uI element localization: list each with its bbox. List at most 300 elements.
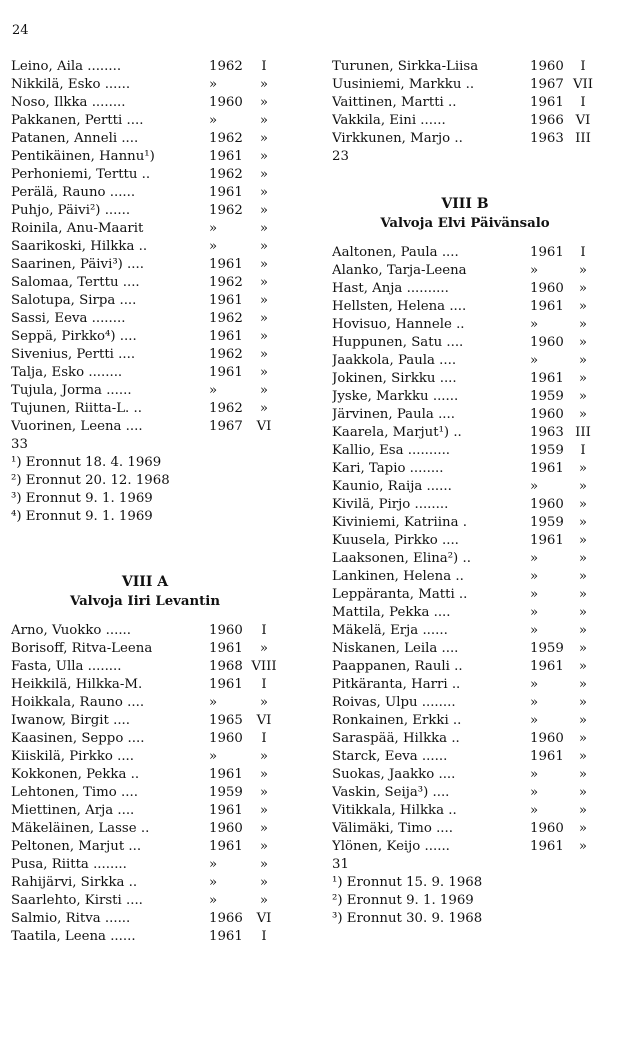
list-item: [332, 514, 598, 532]
student-name: Borisoff, Ritva-Leena: [11, 641, 153, 656]
student-grade: I: [580, 443, 586, 458]
student-grade: VI: [256, 713, 272, 728]
list-item: [332, 406, 598, 424]
list-item: [11, 784, 279, 802]
student-grade: III: [575, 131, 591, 146]
student-year: 1966: [530, 113, 564, 128]
student-grade: »: [259, 893, 269, 908]
student-year: 1962: [209, 311, 243, 326]
student-grade: »: [259, 167, 269, 182]
page-number: 24: [12, 23, 29, 38]
student-year: 1961: [209, 677, 243, 692]
student-grade: VI: [256, 419, 272, 434]
student-name: Leino, Aila ........: [11, 59, 122, 74]
student-grade: »: [259, 875, 269, 890]
student-grade: »: [578, 695, 588, 710]
student-list-section: [332, 244, 598, 856]
student-year: 1962: [209, 131, 243, 146]
student-grade: »: [259, 203, 269, 218]
student-grade: VI: [575, 113, 591, 128]
student-year: »: [530, 479, 539, 494]
list-item: [11, 712, 279, 730]
student-grade: »: [259, 839, 269, 854]
student-year: »: [530, 551, 539, 566]
list-item: [11, 184, 279, 202]
student-year: »: [530, 263, 539, 278]
student-year: 1960: [530, 59, 564, 74]
list-item: [332, 802, 598, 820]
student-grade: »: [259, 749, 269, 764]
student-name: Sassi, Eeva ........: [11, 311, 126, 326]
student-grade: »: [578, 533, 588, 548]
student-grade: »: [578, 317, 588, 332]
list-item: [11, 640, 279, 658]
student-year: 1961: [209, 929, 243, 944]
student-name: Huppunen, Satu ....: [332, 335, 464, 350]
list-item: [11, 730, 279, 748]
student-name: Ronkainen, Erkki ..: [332, 713, 462, 728]
student-year: 1962: [209, 401, 243, 416]
student-grade: »: [259, 329, 269, 344]
list-item: [11, 292, 279, 310]
student-name: Talja, Esko ........: [11, 365, 123, 380]
list-item: [332, 550, 598, 568]
student-grade: I: [261, 623, 267, 638]
student-name: Mäkelä, Erja ......: [332, 623, 448, 638]
student-year: 1961: [209, 185, 243, 200]
student-year: »: [530, 587, 539, 602]
student-name: Perälä, Rauno ......: [11, 185, 136, 200]
student-grade: »: [578, 659, 588, 674]
student-year: »: [209, 113, 218, 128]
student-name: Nikkilä, Esko ......: [11, 77, 131, 92]
student-grade: »: [578, 551, 588, 566]
student-name: Heikkilä, Hilkka-M.: [11, 677, 143, 692]
student-name: Vitikkala, Hilkka ..: [332, 803, 457, 818]
student-year: 1960: [530, 335, 564, 350]
list-item: [332, 280, 598, 298]
student-name: Kiviniemi, Katriina .: [332, 515, 467, 530]
student-name: Peltonen, Marjut ...: [11, 839, 142, 854]
list-item: [332, 676, 598, 694]
student-grade: »: [578, 803, 588, 818]
list-item: [11, 112, 279, 130]
list-item: [332, 640, 598, 658]
student-grade: »: [259, 113, 269, 128]
student-grade: »: [259, 365, 269, 380]
list-item: [11, 676, 279, 694]
student-year: 1961: [209, 293, 243, 308]
student-list-top: [11, 58, 279, 436]
student-grade: »: [578, 641, 588, 656]
student-name: Saarinen, Päivi³) ....: [11, 257, 144, 272]
student-year: 1960: [209, 821, 243, 836]
student-name: Hast, Anja ..........: [332, 281, 449, 296]
list-item: [11, 694, 279, 712]
student-year: 1961: [530, 659, 564, 674]
list-item: [11, 256, 279, 274]
list-item: [11, 148, 279, 166]
student-year: 1961: [209, 149, 243, 164]
student-grade: »: [578, 479, 588, 494]
student-year: »: [209, 239, 218, 254]
student-grade: I: [580, 59, 586, 74]
list-item: [332, 586, 598, 604]
list-item: [11, 802, 279, 820]
student-name: Vaskin, Seija³) ....: [332, 785, 450, 800]
student-name: Fasta, Ulla ........: [11, 659, 122, 674]
student-name: Roinila, Anu-Maarit: [11, 221, 144, 236]
student-year: »: [209, 893, 218, 908]
student-name: Virkkunen, Marjo ..: [332, 131, 463, 146]
student-year: 1960: [209, 95, 243, 110]
student-name: Salomaa, Terttu ....: [11, 275, 140, 290]
left-column: [11, 58, 279, 946]
student-grade: »: [259, 821, 269, 836]
student-grade: »: [578, 371, 588, 386]
class-total: 31: [332, 857, 349, 872]
list-item: [332, 460, 598, 478]
list-item: [11, 346, 279, 364]
list-item: [11, 838, 279, 856]
student-name: Ylönen, Keijo ......: [332, 839, 450, 854]
student-year: 1961: [209, 767, 243, 782]
list-item: [332, 820, 598, 838]
student-year: 1963: [530, 131, 564, 146]
list-item: [11, 130, 279, 148]
student-year: 1960: [209, 623, 243, 638]
student-name: Roivas, Ulpu ........: [332, 695, 456, 710]
list-item: [11, 622, 279, 640]
student-name: Kallio, Esa ..........: [332, 443, 451, 458]
student-year: 1962: [209, 203, 243, 218]
student-name: Niskanen, Leila ....: [332, 641, 459, 656]
list-item: [11, 820, 279, 838]
student-grade: I: [580, 95, 586, 110]
student-name: Leppäranta, Matti ..: [332, 587, 468, 602]
list-item: [11, 856, 279, 874]
student-year: 1961: [530, 839, 564, 854]
student-name: Pitkäranta, Harri ..: [332, 677, 461, 692]
student-grade: »: [259, 185, 269, 200]
student-grade: I: [261, 59, 267, 74]
student-year: 1959: [209, 785, 243, 800]
student-grade: I: [580, 245, 586, 260]
footnote: ²) Eronnut 20. 12. 1968: [11, 473, 170, 488]
student-name: Seppä, Pirkko⁴) ....: [11, 329, 137, 344]
student-name: Vaittinen, Martti ..: [332, 95, 457, 110]
student-year: 1962: [209, 347, 243, 362]
student-list-section: [11, 622, 279, 946]
student-grade: I: [261, 731, 267, 746]
list-item: [332, 604, 598, 622]
student-grade: »: [578, 353, 588, 368]
student-year: 1961: [209, 641, 243, 656]
list-item: [332, 478, 598, 496]
student-year: »: [530, 317, 539, 332]
list-item: [332, 712, 598, 730]
student-name: Sivenius, Pertti ....: [11, 347, 136, 362]
footnote: ³) Eronnut 30. 9. 1968: [332, 911, 483, 926]
student-year: 1961: [530, 461, 564, 476]
list-item: [11, 274, 279, 292]
student-grade: »: [259, 293, 269, 308]
list-item: [11, 382, 279, 400]
student-grade: »: [578, 263, 588, 278]
section-teacher: Valvoja Elvi Päivänsalo: [380, 216, 550, 231]
list-item: [332, 730, 598, 748]
footnote: ¹) Eronnut 18. 4. 1969: [11, 455, 162, 470]
list-item: [332, 334, 598, 352]
student-name: Hellsten, Helena ....: [332, 299, 467, 314]
student-name: Saarikoski, Hilkka ..: [11, 239, 148, 254]
student-grade: »: [259, 149, 269, 164]
student-name: Kivilä, Pirjo ........: [332, 497, 449, 512]
list-item: [11, 910, 279, 928]
list-item: [332, 58, 598, 76]
student-name: Saarlehto, Kirsti ....: [11, 893, 143, 908]
student-year: 1959: [530, 641, 564, 656]
student-grade: »: [578, 569, 588, 584]
student-year: 1961: [209, 839, 243, 854]
student-year: 1961: [209, 257, 243, 272]
student-grade: »: [259, 767, 269, 782]
student-year: 1959: [530, 389, 564, 404]
student-grade: »: [259, 383, 269, 398]
list-item: [11, 418, 279, 436]
student-name: Aaltonen, Paula ....: [332, 245, 459, 260]
student-year: 1960: [209, 731, 243, 746]
student-name: Vakkila, Eini ......: [332, 113, 446, 128]
student-year: »: [530, 605, 539, 620]
student-year: 1960: [530, 281, 564, 296]
student-grade: »: [259, 239, 269, 254]
student-grade: »: [259, 347, 269, 362]
list-item: [332, 748, 598, 766]
student-year: 1962: [209, 275, 243, 290]
student-name: Turunen, Sirkka-Liisa: [332, 59, 479, 74]
student-grade: »: [259, 257, 269, 272]
student-year: »: [530, 713, 539, 728]
footnote: ²) Eronnut 9. 1. 1969: [332, 893, 474, 908]
student-name: Pakkanen, Pertti ....: [11, 113, 144, 128]
student-name: Kaarela, Marjut¹) ..: [332, 425, 462, 440]
student-year: 1961: [530, 95, 564, 110]
student-year: 1967: [209, 419, 243, 434]
student-grade: »: [259, 131, 269, 146]
list-item: [11, 310, 279, 328]
list-item: [332, 370, 598, 388]
student-name: Rahijärvi, Sirkka ..: [11, 875, 138, 890]
list-item: [11, 766, 279, 784]
list-item: [11, 874, 279, 892]
student-grade: »: [259, 401, 269, 416]
student-grade: »: [578, 281, 588, 296]
student-grade: »: [259, 641, 269, 656]
student-name: Jokinen, Sirkku ....: [332, 371, 457, 386]
list-item: [332, 658, 598, 676]
list-item: [11, 748, 279, 766]
student-name: Taatila, Leena ......: [11, 929, 136, 944]
student-grade: VIII: [251, 659, 277, 674]
list-item: [332, 76, 598, 94]
student-year: 1961: [209, 365, 243, 380]
student-year: 1968: [209, 659, 243, 674]
student-name: Noso, Ilkka ........: [11, 95, 126, 110]
list-item: [332, 838, 598, 856]
list-item: [332, 568, 598, 586]
list-item: [11, 658, 279, 676]
list-item: [332, 784, 598, 802]
student-name: Lehtonen, Timo ....: [11, 785, 138, 800]
student-grade: VI: [256, 911, 272, 926]
student-grade: »: [578, 821, 588, 836]
list-item: [332, 298, 598, 316]
list-item: [332, 316, 598, 334]
student-grade: »: [578, 623, 588, 638]
class-total: 23: [332, 149, 349, 164]
right-column: [332, 58, 598, 928]
footnote: ³) Eronnut 9. 1. 1969: [11, 491, 153, 506]
list-item: [332, 130, 598, 148]
list-item: [332, 244, 598, 262]
student-grade: »: [259, 311, 269, 326]
student-grade: »: [578, 713, 588, 728]
student-name: Jaakkola, Paula ....: [332, 353, 457, 368]
student-name: Pentikäinen, Hannu¹): [11, 149, 155, 164]
student-grade: »: [578, 785, 588, 800]
student-grade: »: [578, 389, 588, 404]
student-year: 1962: [209, 167, 243, 182]
footnotes: [332, 874, 598, 928]
student-grade: I: [261, 677, 267, 692]
student-name: Kuusela, Pirkko ....: [332, 533, 459, 548]
student-year: 1961: [530, 371, 564, 386]
list-item: [11, 364, 279, 382]
student-name: Kokkonen, Pekka ..: [11, 767, 140, 782]
student-year: 1960: [530, 821, 564, 836]
student-year: 1961: [530, 749, 564, 764]
student-year: 1967: [530, 77, 564, 92]
student-name: Paappanen, Rauli ..: [332, 659, 463, 674]
student-grade: »: [578, 587, 588, 602]
student-year: »: [209, 857, 218, 872]
student-grade: »: [578, 407, 588, 422]
student-year: »: [530, 767, 539, 782]
student-year: »: [530, 353, 539, 368]
student-year: 1961: [530, 299, 564, 314]
list-item: [11, 220, 279, 238]
list-item: [11, 928, 279, 946]
section-heading: VIII A: [121, 574, 169, 590]
student-year: »: [209, 383, 218, 398]
student-name: Jyske, Markku ......: [332, 389, 459, 404]
student-grade: »: [259, 95, 269, 110]
footnote: ⁴) Eronnut 9. 1. 1969: [11, 509, 153, 524]
student-name: Mäkeläinen, Lasse ..: [11, 821, 150, 836]
list-item: [332, 388, 598, 406]
student-grade: »: [578, 299, 588, 314]
student-name: Järvinen, Paula ....: [332, 407, 455, 422]
student-year: »: [209, 77, 218, 92]
student-grade: III: [575, 425, 591, 440]
student-name: Salotupa, Sirpa ....: [11, 293, 137, 308]
list-item: [11, 328, 279, 346]
student-year: 1961: [209, 329, 243, 344]
list-item: [11, 238, 279, 256]
student-year: 1961: [209, 803, 243, 818]
student-grade: »: [259, 275, 269, 290]
student-year: »: [530, 695, 539, 710]
student-name: Hoikkala, Rauno ....: [11, 695, 145, 710]
student-year: »: [209, 749, 218, 764]
student-grade: I: [261, 929, 267, 944]
student-name: Mattila, Pekka ....: [332, 605, 451, 620]
list-item: [332, 496, 598, 514]
list-item: [332, 94, 598, 112]
list-item: [332, 532, 598, 550]
student-grade: »: [578, 767, 588, 782]
student-year: »: [209, 875, 218, 890]
student-grade: »: [259, 695, 269, 710]
student-grade: »: [259, 221, 269, 236]
student-name: Arno, Vuokko ......: [11, 623, 132, 638]
student-grade: »: [578, 731, 588, 746]
list-item: [332, 442, 598, 460]
student-list-top: [332, 58, 598, 148]
list-item: [332, 352, 598, 370]
list-item: [332, 622, 598, 640]
list-item: [332, 424, 598, 442]
student-name: Suokas, Jaakko ....: [332, 767, 456, 782]
student-name: Kari, Tapio ........: [332, 461, 444, 476]
student-year: 1960: [530, 407, 564, 422]
student-name: Kiiskilä, Pirkko ....: [11, 749, 135, 764]
student-name: Kaunio, Raija ......: [332, 479, 452, 494]
student-name: Puhjo, Päivi²) ......: [11, 203, 131, 218]
class-total: 33: [11, 437, 28, 452]
student-name: Laaksonen, Elina²) ..: [332, 551, 471, 566]
student-name: Iwanow, Birgit ....: [11, 713, 131, 728]
student-name: Pusa, Riitta ........: [11, 857, 127, 872]
footnote: ¹) Eronnut 15. 9. 1968: [332, 875, 483, 890]
student-grade: »: [578, 605, 588, 620]
student-grade: »: [259, 77, 269, 92]
student-year: 1960: [530, 497, 564, 512]
student-name: Kaasinen, Seppo ....: [11, 731, 145, 746]
student-grade: »: [578, 749, 588, 764]
student-year: 1961: [530, 533, 564, 548]
student-grade: »: [259, 803, 269, 818]
list-item: [11, 58, 279, 76]
list-item: [332, 262, 598, 280]
list-item: [332, 112, 598, 130]
student-year: »: [530, 677, 539, 692]
list-item: [11, 892, 279, 910]
section-teacher: Valvoja Iiri Levantin: [69, 594, 221, 609]
student-year: »: [530, 623, 539, 638]
student-name: Tujula, Jorma ......: [11, 383, 132, 398]
student-year: 1960: [530, 731, 564, 746]
student-year: »: [530, 803, 539, 818]
student-year: 1959: [530, 443, 564, 458]
student-year: 1962: [209, 59, 243, 74]
student-grade: »: [578, 839, 588, 854]
student-year: »: [530, 785, 539, 800]
student-grade: »: [578, 677, 588, 692]
student-name: Välimäki, Timo ....: [332, 821, 453, 836]
student-name: Perhoniemi, Terttu ..: [11, 167, 151, 182]
